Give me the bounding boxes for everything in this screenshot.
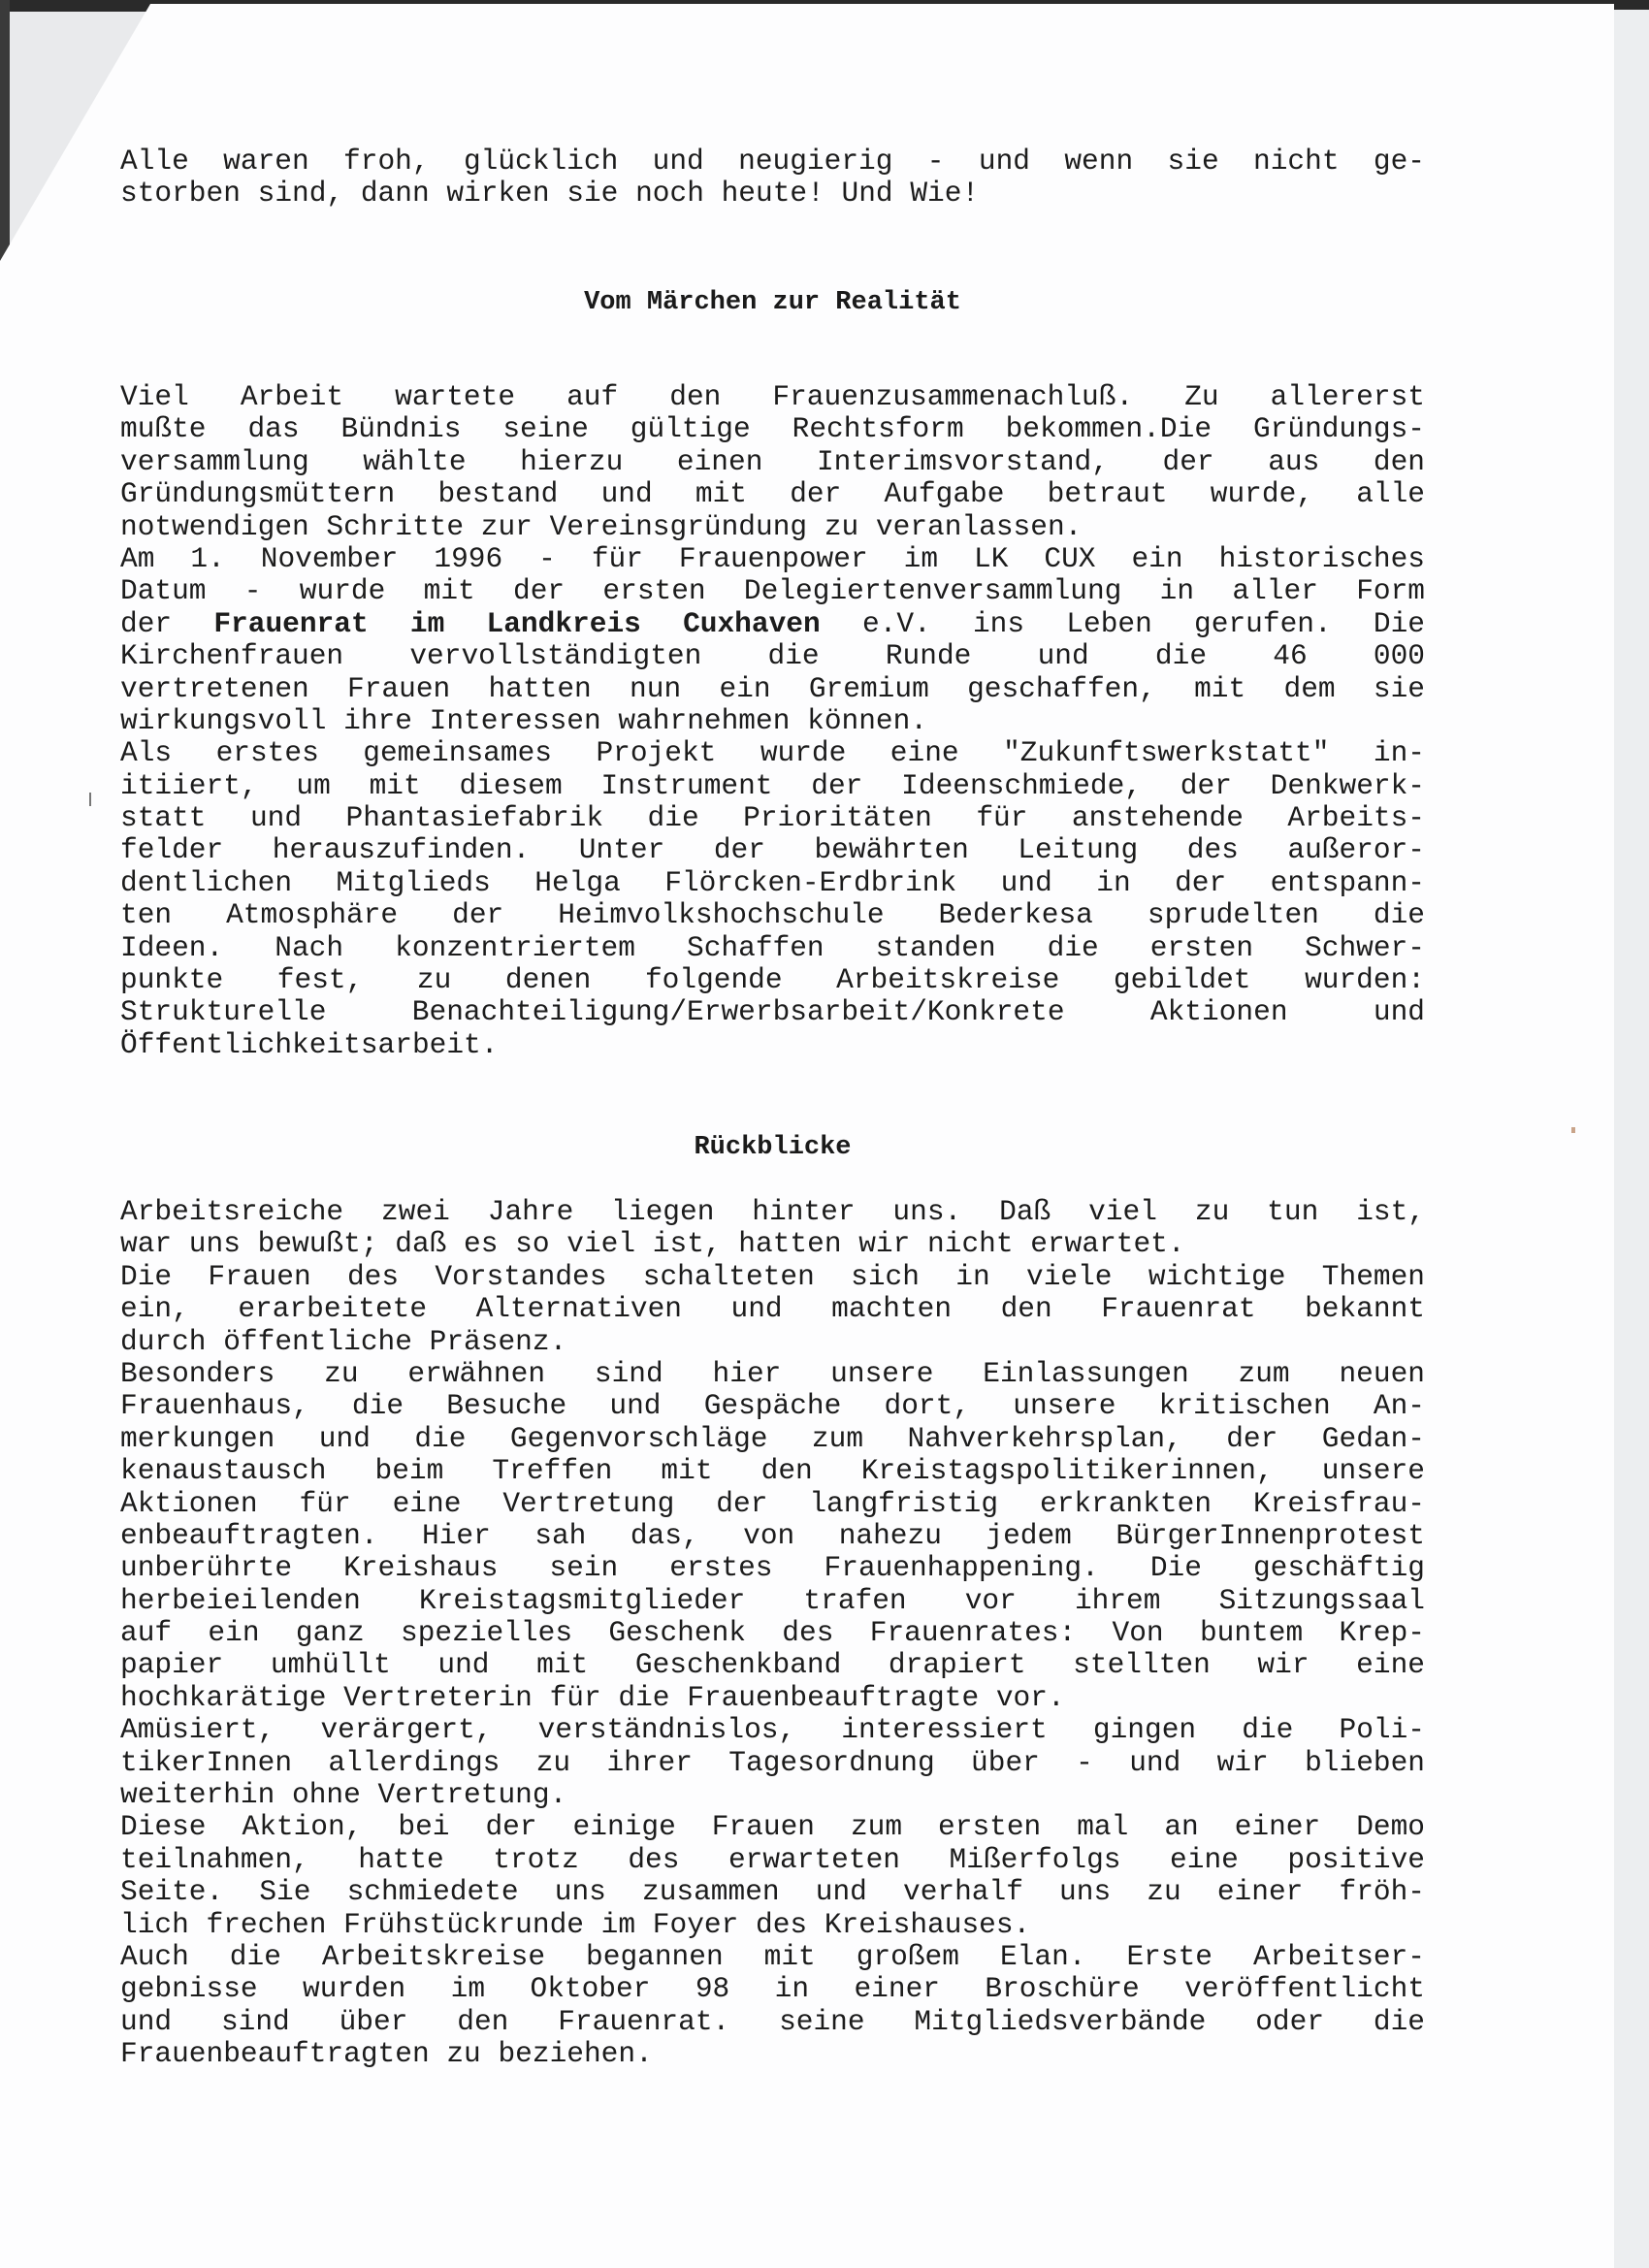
text-line: versammlung wählte hierzu einen Interimsvorstand, der aus den — [120, 444, 1425, 478]
text-line: dentlichen Mitglieds Helga Flörcken-Erdbrink und in der entspann- — [120, 865, 1425, 899]
text-line: Als erstes gemeinsames Projekt wurde eine "Zukunftswerkstatt" in- — [120, 736, 1425, 770]
text-line: Alle waren froh, glücklich und neugierig - und wenn sie nicht ge- — [120, 145, 1425, 178]
text-line: gebnisse wurden im Oktober 98 in einer Broschüre veröffentlicht — [120, 1972, 1425, 2006]
text-fragment: der — [120, 606, 173, 640]
text-line: Kirchenfrauen vervollständigten die Runde und die 46 000 — [120, 639, 1425, 673]
text-line: tikerInnen allerdings zu ihrer Tagesordnung über - und wir blieben — [120, 1745, 1425, 1779]
text-line: Öffentlichkeitsarbeit. — [120, 1027, 499, 1061]
text-line: mußte das Bündnis seine gültige Rechtsform bekommen.Die Gründungs- — [120, 412, 1425, 446]
text-line: enbeauftragten. Hier sah das, von nahezu jedem BürgerInnenprotest — [120, 1518, 1425, 1552]
text-fragment: e.V. ins Leben gerufen. Die — [861, 606, 1426, 640]
text-line: Diese Aktion, bei der einige Frauen zum ersten mal an einer Demo — [120, 1810, 1425, 1844]
text-line: statt und Phantasiefabrik die Prioritäten für anstehende Arbeits- — [120, 801, 1425, 835]
text-line: hochkarätige Vertreterin für die Frauenbeauftragte vor. — [120, 1680, 1065, 1714]
intro-paragraph — [120, 146, 1425, 211]
text-line: punkte fest, zu denen folgende Arbeitskreise gebildet wurden: — [120, 963, 1425, 997]
text-line: Amüsiert, verärgert, verständnislos, interessiert gingen die Poli- — [120, 1713, 1425, 1747]
text-line: teilnahmen, hatte trotz des erwarteten Mißerfolgs eine positive — [120, 1842, 1425, 1876]
scan-right-margin — [1614, 10, 1649, 2268]
text-line: Viel Arbeit wartete auf den Frauenzusammenachluß. Zu allererst — [120, 380, 1425, 413]
text-line: ein, erarbeitete Alternativen und machten den Frauenrat bekannt — [120, 1292, 1425, 1326]
text-line: Seite. Sie schmiedete uns zusammen und verhalf uns zu einer fröh- — [120, 1875, 1425, 1909]
text-line: merkungen und die Gegenvorschläge zum Nahverkehrsplan, der Gedan- — [120, 1421, 1425, 1455]
text-line: kenaustausch beim Treffen mit den Kreistagspolitikerinnen, unsere — [120, 1454, 1425, 1488]
text-line: Frauenhaus, die Besuche und Gespäche dort, unsere kritischen An- — [120, 1389, 1425, 1423]
text-line: Aktionen für eine Vertretung der langfristig erkrankten Kreisfrau- — [120, 1486, 1425, 1520]
scan-speck — [1571, 1127, 1575, 1133]
text-line: Die Frauen des Vorstandes schalteten sich in viele wichtige Themen — [120, 1259, 1425, 1293]
text-line: und sind über den Frauenrat. seine Mitgliedsverbände oder die — [120, 2004, 1425, 2038]
scan-speck — [89, 793, 91, 806]
text-line: Gründungsmüttern bestand und mit der Aufgabe betraut wurde, alle — [120, 477, 1425, 511]
text-line: Datum - wurde mit der ersten Delegiertenversammlung in aller Form — [120, 574, 1425, 608]
text-line: Strukturelle Benachteiligung/Erwerbsarbeit/Konkrete Aktionen und — [120, 995, 1425, 1029]
text-line: durch öffentliche Präsenz. — [120, 1324, 567, 1358]
text-line: papier umhüllt und mit Geschenkband drapiert stellten wir eine — [120, 1648, 1425, 1682]
text-line: itiiert, um mit diesem Instrument der Ideenschmiede, der Denkwerk- — [120, 768, 1425, 802]
text-line: wirkungsvoll ihre Interessen wahrnehmen können. — [120, 703, 928, 737]
text-line: Arbeitsreiche zwei Jahre liegen hinter uns. Daß viel zu tun ist, — [120, 1195, 1425, 1228]
text-line-with-bold — [120, 608, 1425, 640]
text-line: Besonders zu erwähnen sind hier unsere Einlassungen zum neuen — [120, 1356, 1425, 1390]
text-line: weiterhin ohne Vertretung. — [120, 1778, 567, 1812]
text-line: vertretenen Frauen hatten nun ein Gremium geschaffen, mit dem sie — [120, 671, 1425, 705]
text-line: Frauenbeauftragten zu beziehen. — [120, 2037, 653, 2071]
section1-body — [120, 381, 1425, 1061]
text-line: felder herauszufinden. Unter der bewährten Leitung des außeror- — [120, 833, 1425, 867]
organization-name: Frauenrat im Landkreis Cuxhaven — [213, 606, 821, 640]
section2-body — [120, 1196, 1425, 2071]
text-line: storben sind, dann wirken sie noch heute! Und Wie! — [120, 177, 980, 211]
text-line: war uns bewußt; daß es so viel ist, hatten wir nicht erwartet. — [120, 1227, 1185, 1261]
text-line: unberührte Kreishaus sein erstes Frauenhappening. Die geschäftig — [120, 1551, 1425, 1585]
text-line: Ideen. Nach konzentriertem Schaffen standen die ersten Schwer- — [120, 930, 1425, 964]
text-line: ten Atmosphäre der Heimvolkshochschule Bederkesa sprudelten die — [120, 898, 1425, 932]
text-line: auf ein ganz spezielles Geschenk des Frauenrates: Von buntem Krep- — [120, 1616, 1425, 1650]
text-line: herbeieilenden Kreistagsmitglieder trafen vor ihrem Sitzungssaal — [120, 1583, 1425, 1617]
text-line: Am 1. November 1996 - für Frauenpower im LK CUX ein historisches — [120, 541, 1425, 575]
section-heading-vom-maerchen: Vom Märchen zur Realität — [584, 288, 961, 317]
text-line: lich frechen Frühstückrunde im Foyer des Kreishauses. — [120, 1907, 1031, 1941]
text-line: notwendigen Schritte zur Vereinsgründung zu veranlassen. — [120, 509, 1083, 543]
text-line: Auch die Arbeitskreise begannen mit großem Elan. Erste Arbeitser- — [120, 1939, 1425, 1973]
section-heading-rueckblicke: Rückblicke — [694, 1133, 852, 1162]
